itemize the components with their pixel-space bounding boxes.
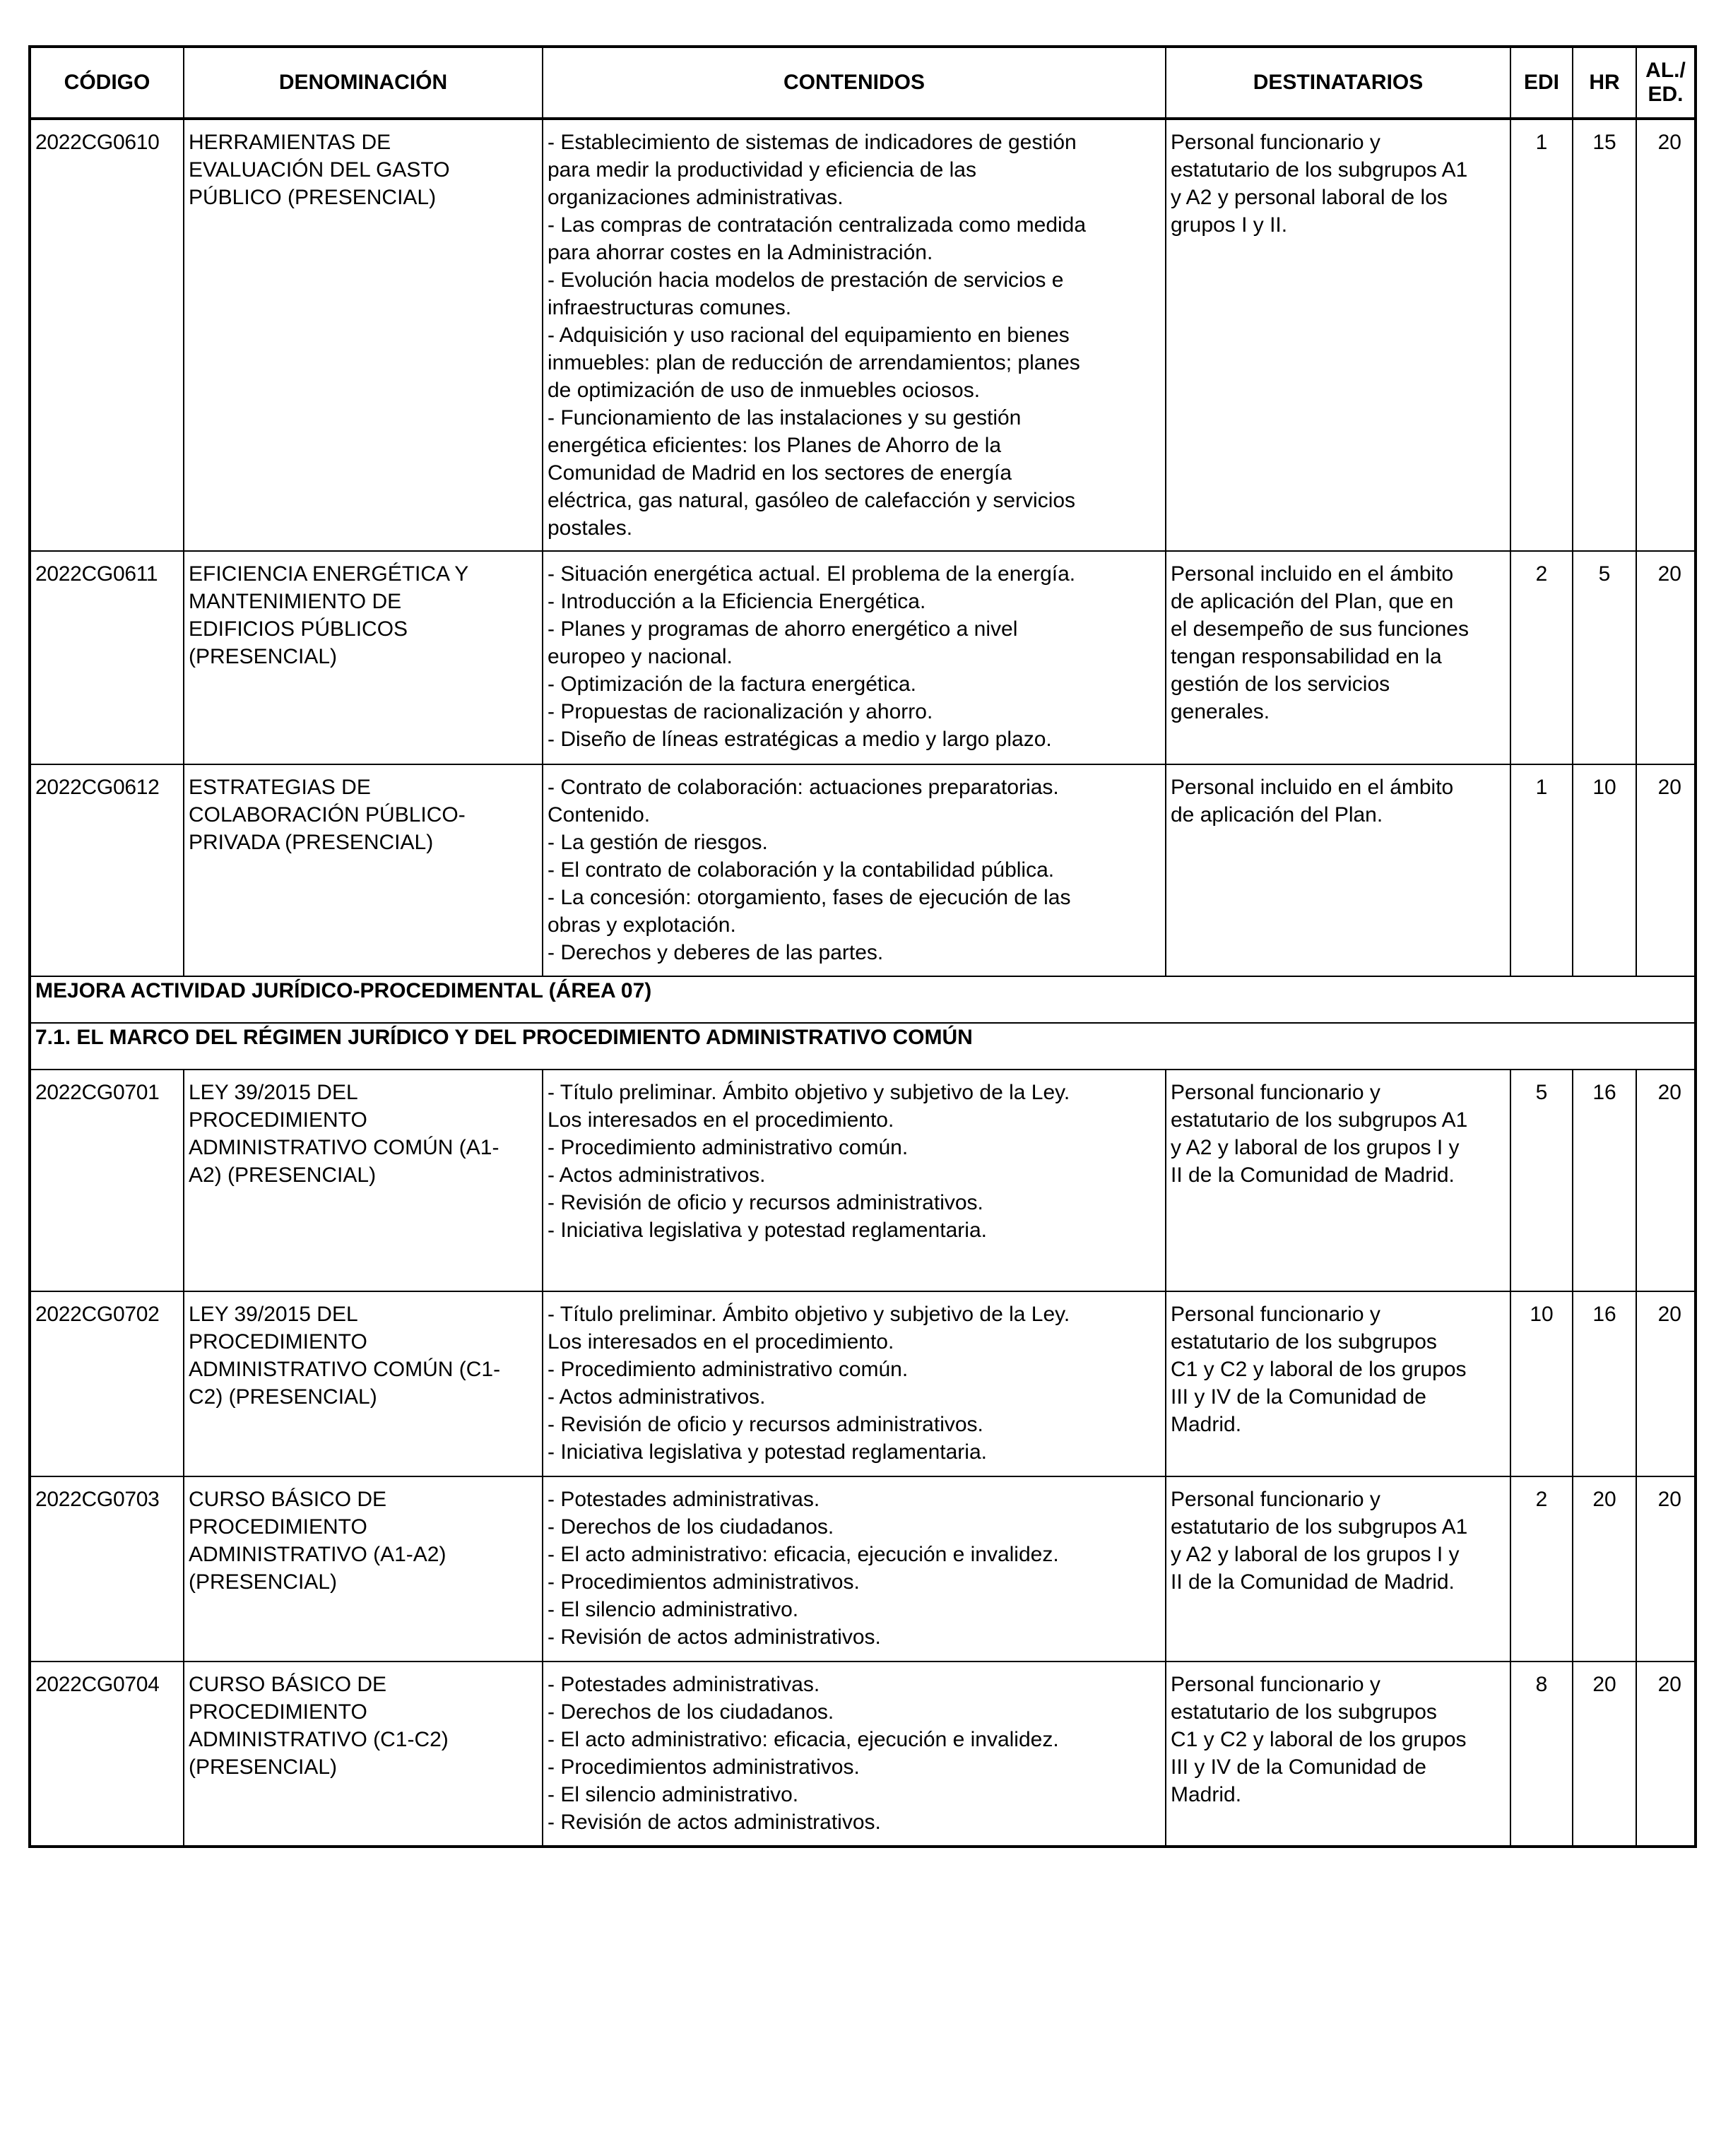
course-name-line: ADMINISTRATIVO COMÚN (A1- xyxy=(189,1136,499,1159)
course-name-line: PROCEDIMIENTO xyxy=(189,1108,367,1132)
course-recipients xyxy=(1166,764,1510,976)
course-code: 2022CG0610 xyxy=(30,119,184,551)
course-al: 20 xyxy=(1636,1662,1696,1847)
course-contents-line: - Procedimientos administrativos. xyxy=(548,1570,860,1594)
course-recipients-line: Personal funcionario y xyxy=(1171,1488,1380,1511)
course-recipients xyxy=(1166,1070,1510,1291)
course-recipients-line: Personal funcionario y xyxy=(1171,131,1380,154)
course-contents-line: - El acto administrativo: eficacia, ejecución e invalidez. xyxy=(548,1543,1059,1566)
section-area-row xyxy=(30,976,1696,1023)
course-contents-line: Los interesados en el procedimiento. xyxy=(548,1330,894,1354)
course-contents xyxy=(543,1476,1166,1662)
course-name-line: HERRAMIENTAS DE xyxy=(189,131,391,154)
course-al: 20 xyxy=(1636,551,1696,764)
course-al: 20 xyxy=(1636,1070,1696,1291)
course-contents xyxy=(543,764,1166,976)
course-name xyxy=(184,1662,543,1847)
course-edi: 5 xyxy=(1510,1070,1573,1291)
course-contents-line: - Derechos de los ciudadanos. xyxy=(548,1700,834,1724)
course-contents-line: - Revisión de actos administrativos. xyxy=(548,1811,881,1834)
course-recipients-line: estatutario de los subgrupos A1 xyxy=(1171,158,1468,182)
table-row xyxy=(30,1662,1696,1847)
table-row xyxy=(30,764,1696,976)
course-hr: 10 xyxy=(1573,764,1636,976)
course-contents-line: - Derechos y deberes de las partes. xyxy=(548,941,884,964)
course-contents-line: - Adquisición y uso racional del equipamiento en bienes xyxy=(548,324,1070,347)
course-contents-line: europeo y nacional. xyxy=(548,645,733,668)
course-hr: 16 xyxy=(1573,1070,1636,1291)
course-name-line: (PRESENCIAL) xyxy=(189,645,338,668)
course-hr: 5 xyxy=(1573,551,1636,764)
course-contents-line: de optimización de uso de inmuebles ociosos. xyxy=(548,379,981,402)
header-row xyxy=(30,47,1696,119)
course-code: 2022CG0702 xyxy=(30,1291,184,1476)
course-recipients xyxy=(1166,1476,1510,1662)
section-headings xyxy=(30,976,1696,1070)
course-contents-line: Los interesados en el procedimiento. xyxy=(548,1108,894,1132)
course-contents-line: - Título preliminar. Ámbito objetivo y subjetivo de la Ley. xyxy=(548,1081,1070,1104)
course-contents-line: - El silencio administrativo. xyxy=(548,1598,799,1621)
table-row xyxy=(30,551,1696,764)
course-contents-line: - Contrato de colaboración: actuaciones preparatorias. xyxy=(548,776,1059,799)
course-group-a xyxy=(30,119,1696,976)
course-recipients-line: C1 y C2 y laboral de los grupos xyxy=(1171,1728,1467,1751)
course-al: 20 xyxy=(1636,119,1696,551)
course-recipients-line: estatutario de los subgrupos xyxy=(1171,1330,1437,1354)
course-recipients-line: Personal funcionario y xyxy=(1171,1303,1380,1326)
course-name xyxy=(184,1476,543,1662)
course-recipients-line: y A2 y laboral de los grupos I y xyxy=(1171,1543,1460,1566)
course-name-line: PROCEDIMIENTO xyxy=(189,1515,367,1539)
course-name-line: CURSO BÁSICO DE xyxy=(189,1488,387,1511)
course-contents-line: - El contrato de colaboración y la contabilidad pública. xyxy=(548,858,1055,882)
course-al: 20 xyxy=(1636,1291,1696,1476)
course-contents-line: - Iniciativa legislativa y potestad reglamentaria. xyxy=(548,1219,987,1242)
course-contents xyxy=(543,551,1166,764)
course-contents-line: - Título preliminar. Ámbito objetivo y subjetivo de la Ley. xyxy=(548,1303,1070,1326)
course-recipients xyxy=(1166,1662,1510,1847)
course-recipients xyxy=(1166,119,1510,551)
course-contents-line: - Evolución hacia modelos de prestación de servicios e xyxy=(548,268,1064,292)
course-name-line: (PRESENCIAL) xyxy=(189,1755,338,1779)
course-edi: 10 xyxy=(1510,1291,1573,1476)
course-name-line: ADMINISTRATIVO (C1-C2) xyxy=(189,1728,449,1751)
course-code: 2022CG0612 xyxy=(30,764,184,976)
course-code: 2022CG0701 xyxy=(30,1070,184,1291)
course-contents-line: eléctrica, gas natural, gasóleo de calefacción y servicios xyxy=(548,489,1076,512)
course-hr: 15 xyxy=(1573,119,1636,551)
course-recipients xyxy=(1166,551,1510,764)
course-contents-line: - Iniciativa legislativa y potestad reglamentaria. xyxy=(548,1440,987,1464)
course-recipients-line: el desempeño de sus funciones xyxy=(1171,617,1469,641)
course-contents-line: - Derechos de los ciudadanos. xyxy=(548,1515,834,1539)
course-contents-line: para medir la productividad y eficiencia de las xyxy=(548,158,976,182)
header-al-line-2: ED. xyxy=(1648,83,1684,106)
course-contents-line: - Procedimiento administrativo común. xyxy=(548,1358,909,1381)
course-contents-line: infraestructuras comunes. xyxy=(548,296,792,319)
course-recipients-line: II de la Comunidad de Madrid. xyxy=(1171,1570,1455,1594)
course-recipients-line: Personal incluido en el ámbito xyxy=(1171,776,1454,799)
course-contents-line: - Establecimiento de sistemas de indicadores de gestión xyxy=(548,131,1077,154)
course-name-line: EDIFICIOS PÚBLICOS xyxy=(189,617,408,641)
course-recipients-line: II de la Comunidad de Madrid. xyxy=(1171,1163,1455,1187)
course-recipients-line: Madrid. xyxy=(1171,1413,1242,1436)
course-contents-line: - Planes y programas de ahorro energético a nivel xyxy=(548,617,1018,641)
section-sub-title: 7.1. EL MARCO DEL RÉGIMEN JURÍDICO Y DEL PROCEDIMIENTO ADMINISTRATIVO COMÚN xyxy=(30,1023,1696,1070)
header-hr: HR xyxy=(1573,47,1636,119)
course-name-line: LEY 39/2015 DEL xyxy=(189,1081,358,1104)
table-row xyxy=(30,1070,1696,1291)
course-code: 2022CG0703 xyxy=(30,1476,184,1662)
course-code: 2022CG0611 xyxy=(30,551,184,764)
course-name-line: COLABORACIÓN PÚBLICO- xyxy=(189,803,466,827)
course-name-line: PRIVADA (PRESENCIAL) xyxy=(189,831,434,854)
header-recipients: DESTINATARIOS xyxy=(1166,47,1510,119)
course-recipients-line: estatutario de los subgrupos A1 xyxy=(1171,1108,1468,1132)
course-contents-line: - Optimización de la factura energética. xyxy=(548,673,916,696)
course-name xyxy=(184,764,543,976)
course-contents-line: organizaciones administrativas. xyxy=(548,186,844,209)
course-contents-line: - Actos administrativos. xyxy=(548,1385,766,1409)
course-name-line: (PRESENCIAL) xyxy=(189,1570,338,1594)
course-contents-line: - La concesión: otorgamiento, fases de ejecución de las xyxy=(548,886,1071,909)
course-contents-line: para ahorrar costes en la Administración. xyxy=(548,241,933,264)
table-row xyxy=(30,1291,1696,1476)
header-al-line-1: AL./ xyxy=(1645,59,1686,82)
course-contents-line: - El silencio administrativo. xyxy=(548,1783,799,1806)
course-recipients-line: Personal funcionario y xyxy=(1171,1673,1380,1696)
course-recipients-line: grupos I y II. xyxy=(1171,213,1288,237)
course-contents-line: - Revisión de actos administrativos. xyxy=(548,1625,881,1649)
course-recipients-line: gestión de los servicios xyxy=(1171,673,1390,696)
course-recipients-line: Personal funcionario y xyxy=(1171,1081,1380,1104)
course-contents-line: - Situación energética actual. El problema de la energía. xyxy=(548,562,1076,586)
course-contents-line: - Actos administrativos. xyxy=(548,1163,766,1187)
course-recipients-line: de aplicación del Plan, que en xyxy=(1171,590,1454,613)
course-recipients-line: III y IV de la Comunidad de xyxy=(1171,1385,1426,1409)
course-name-line: LEY 39/2015 DEL xyxy=(189,1303,358,1326)
course-name-line: EFICIENCIA ENERGÉTICA Y xyxy=(189,562,469,586)
course-contents-line: Contenido. xyxy=(548,803,651,827)
course-contents-line: - Procedimiento administrativo común. xyxy=(548,1136,909,1159)
course-recipients-line: Madrid. xyxy=(1171,1783,1242,1806)
course-contents xyxy=(543,1070,1166,1291)
course-contents-line: - Diseño de líneas estratégicas a medio y largo plazo. xyxy=(548,728,1052,751)
course-recipients-line: Personal incluido en el ámbito xyxy=(1171,562,1454,586)
course-al: 20 xyxy=(1636,764,1696,976)
course-contents-line: energética eficientes: los Planes de Ahorro de la xyxy=(548,434,1002,457)
course-hr: 16 xyxy=(1573,1291,1636,1476)
table-row xyxy=(30,119,1696,551)
course-name-line: ESTRATEGIAS DE xyxy=(189,776,371,799)
course-contents-line: - Las compras de contratación centralizada como medida xyxy=(548,213,1087,237)
course-recipients-line: y A2 y personal laboral de los xyxy=(1171,186,1448,209)
section-area-title: MEJORA ACTIVIDAD JURÍDICO-PROCEDIMENTAL (ÁREA 07) xyxy=(30,976,1696,1023)
course-name-line: PROCEDIMIENTO xyxy=(189,1330,367,1354)
course-contents-line: obras y explotación. xyxy=(548,913,736,937)
course-name-line: C2) (PRESENCIAL) xyxy=(189,1385,377,1409)
course-name-line: EVALUACIÓN DEL GASTO xyxy=(189,158,450,182)
course-contents-line: - Propuestas de racionalización y ahorro. xyxy=(548,700,933,723)
course-code: 2022CG0704 xyxy=(30,1662,184,1847)
courses-table xyxy=(28,45,1697,1848)
course-name-line: CURSO BÁSICO DE xyxy=(189,1673,387,1696)
course-group-b xyxy=(30,1070,1696,1847)
course-contents xyxy=(543,119,1166,551)
course-recipients-line: y A2 y laboral de los grupos I y xyxy=(1171,1136,1460,1159)
course-edi: 1 xyxy=(1510,764,1573,976)
header-contents: CONTENIDOS xyxy=(543,47,1166,119)
header-name: DENOMINACIÓN xyxy=(184,47,543,119)
course-contents-line: - Potestades administrativas. xyxy=(548,1673,820,1696)
course-contents-line: inmuebles: plan de reducción de arrendamientos; planes xyxy=(548,351,1080,374)
course-contents-line: - Procedimientos administrativos. xyxy=(548,1755,860,1779)
course-name xyxy=(184,551,543,764)
course-name xyxy=(184,119,543,551)
course-recipients-line: estatutario de los subgrupos xyxy=(1171,1700,1437,1724)
header-edi: EDI xyxy=(1510,47,1573,119)
course-edi: 2 xyxy=(1510,1476,1573,1662)
course-contents-line: Comunidad de Madrid en los sectores de energía xyxy=(548,461,1012,485)
header-code: CÓDIGO xyxy=(30,47,184,119)
course-al: 20 xyxy=(1636,1476,1696,1662)
course-recipients xyxy=(1166,1291,1510,1476)
course-contents-line: postales. xyxy=(548,516,633,540)
course-contents-line: - Introducción a la Eficiencia Energética. xyxy=(548,590,926,613)
course-contents xyxy=(543,1291,1166,1476)
course-contents-line: - El acto administrativo: eficacia, ejecución e invalidez. xyxy=(548,1728,1059,1751)
course-name-line: ADMINISTRATIVO COMÚN (C1- xyxy=(189,1358,501,1381)
course-contents xyxy=(543,1662,1166,1847)
course-edi: 2 xyxy=(1510,551,1573,764)
course-contents-line: - Revisión de oficio y recursos administrativos. xyxy=(548,1191,983,1214)
course-edi: 8 xyxy=(1510,1662,1573,1847)
course-recipients-line: estatutario de los subgrupos A1 xyxy=(1171,1515,1468,1539)
course-recipients-line: de aplicación del Plan. xyxy=(1171,803,1383,827)
section-sub-row xyxy=(30,1023,1696,1070)
course-recipients-line: generales. xyxy=(1171,700,1270,723)
course-recipients-line: tengan responsabilidad en la xyxy=(1171,645,1442,668)
course-hr: 20 xyxy=(1573,1476,1636,1662)
course-edi: 1 xyxy=(1510,119,1573,551)
course-hr: 20 xyxy=(1573,1662,1636,1847)
course-name-line: A2) (PRESENCIAL) xyxy=(189,1163,377,1187)
course-name xyxy=(184,1070,543,1291)
course-name-line: ADMINISTRATIVO (A1-A2) xyxy=(189,1543,446,1566)
course-contents-line: - Revisión de oficio y recursos administrativos. xyxy=(548,1413,983,1436)
table-row xyxy=(30,1476,1696,1662)
header-al xyxy=(1636,47,1696,119)
course-recipients-line: C1 y C2 y laboral de los grupos xyxy=(1171,1358,1467,1381)
course-contents-line: - La gestión de riesgos. xyxy=(548,831,768,854)
course-name-line: MANTENIMIENTO DE xyxy=(189,590,402,613)
course-name-line: PROCEDIMIENTO xyxy=(189,1700,367,1724)
course-contents-line: - Funcionamiento de las instalaciones y su gestión xyxy=(548,406,1022,430)
course-name-line: PÚBLICO (PRESENCIAL) xyxy=(189,186,437,209)
course-recipients-line: III y IV de la Comunidad de xyxy=(1171,1755,1426,1779)
course-contents-line: - Potestades administrativas. xyxy=(548,1488,820,1511)
course-name xyxy=(184,1291,543,1476)
